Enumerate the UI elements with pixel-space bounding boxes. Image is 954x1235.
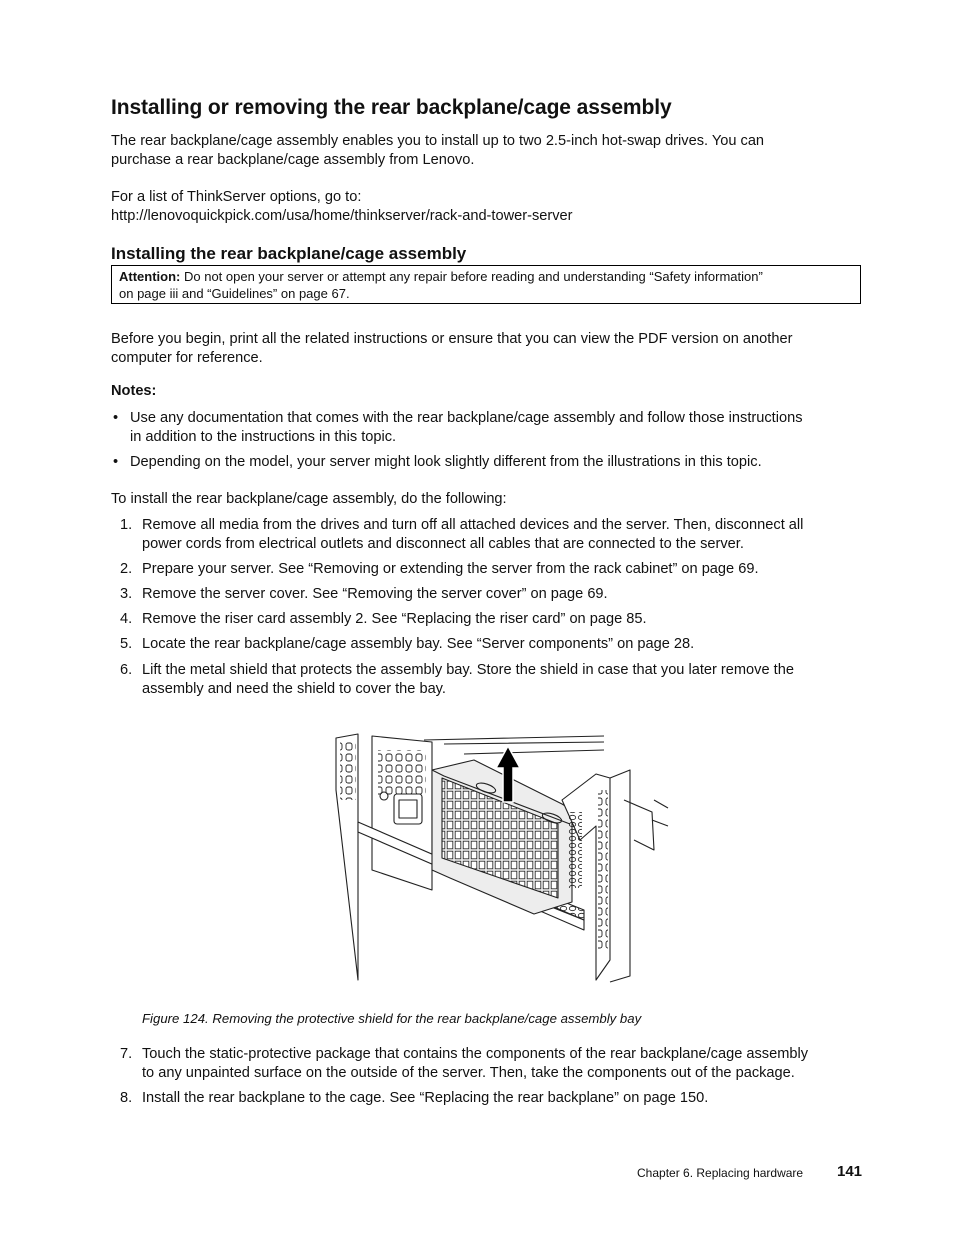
before-line-2: computer for reference. xyxy=(111,350,263,366)
step-line-1: Locate the rear backplane/cage assembly bay. See “Server components” on page 28. xyxy=(142,636,695,652)
attention-line-1 xyxy=(119,269,854,286)
intro-line-1: The rear backplane/cage assembly enables you to install up to two 2.5-inch hot-swap drives. You can xyxy=(111,133,765,149)
bullet: • xyxy=(113,410,119,426)
note-line-1: Use any documentation that comes with the rear backplane/cage assembly and follow those instructions xyxy=(130,410,803,426)
note-line-1: Depending on the model, your server might look slightly different from the illustrations in this topic. xyxy=(130,454,762,470)
step-line-1: Install the rear backplane to the cage. See “Replacing the rear backplane” on page 150. xyxy=(142,1090,709,1106)
before-line-1: Before you begin, print all the related instructions or ensure that you can view the PDF version on another xyxy=(111,331,793,347)
step-number: 5. xyxy=(120,636,133,652)
attention-box xyxy=(111,265,861,304)
step-line-1: Prepare your server. See “Removing or extending the server from the rack cabinet” on page 69. xyxy=(142,561,759,577)
step-number: 8. xyxy=(120,1090,133,1106)
intro-paragraph xyxy=(111,132,871,170)
step-line-1: Remove the riser card assembly 2. See “Replacing the riser card” on page 85. xyxy=(142,611,647,627)
step-item xyxy=(111,1089,866,1108)
step-line-2: assembly and need the shield to cover the bay. xyxy=(142,681,446,697)
note-item xyxy=(111,409,861,447)
step-number: 2. xyxy=(120,561,133,577)
step-item xyxy=(111,560,866,579)
options-paragraph xyxy=(111,188,871,226)
step-item xyxy=(111,610,866,629)
step-number: 4. xyxy=(120,611,133,627)
step-line-1: Lift the metal shield that protects the assembly bay. Store the shield in case that you later remove the xyxy=(142,662,794,678)
section-title: Installing the rear backplane/cage assembly xyxy=(111,244,467,263)
note-line-2: in addition to the instructions in this topic. xyxy=(130,429,397,445)
attention-label: Attention: xyxy=(119,269,181,284)
options-line: For a list of ThinkServer options, go to: xyxy=(111,189,362,205)
page-number: 141 xyxy=(837,1163,863,1180)
attention-text: Do not open your server or attempt any repair before reading and understanding “Safety information” xyxy=(180,269,763,284)
step-item xyxy=(111,585,866,604)
step-number: 3. xyxy=(120,586,133,602)
note-item xyxy=(111,453,861,472)
figure-caption: Figure 124. Removing the protective shield for the rear backplane/cage assembly bay xyxy=(142,1011,642,1026)
bullet: • xyxy=(113,454,119,470)
step-number: 1. xyxy=(120,517,133,533)
step-item xyxy=(111,1045,866,1083)
attention-line-2: on page iii and “Guidelines” on page 67. xyxy=(119,285,350,301)
procedure-intro: To install the rear backplane/cage assembly, do the following: xyxy=(111,491,507,507)
step-item xyxy=(111,661,866,699)
options-url-link[interactable]: http://lenovoquickpick.com/usa/home/thinkserver/rack-and-tower-server xyxy=(111,208,573,224)
step-line-1: Remove all media from the drives and turn off all attached devices and the server. Then, disconnect all xyxy=(142,517,804,533)
step-line-2: power cords from electrical outlets and disconnect all cables that are connected to the server. xyxy=(142,536,744,552)
step-line-1: Touch the static-protective package that contains the components of the rear backplane/cage assembly xyxy=(142,1046,809,1062)
step-number: 7. xyxy=(120,1046,133,1062)
page-title: Installing or removing the rear backplane/cage assembly xyxy=(111,96,672,119)
before-paragraph xyxy=(111,330,871,368)
footer-chapter: Chapter 6. Replacing hardware xyxy=(637,1166,804,1180)
shield-removal-illustration xyxy=(334,730,670,986)
step-number: 6. xyxy=(120,662,133,678)
step-item xyxy=(111,635,866,654)
step-line-2: to any unpainted surface on the outside of the server. Then, take the components out of the package. xyxy=(142,1065,795,1081)
step-line-1: Remove the server cover. See “Removing the server cover” on page 69. xyxy=(142,586,608,602)
step-item xyxy=(111,516,866,554)
notes-label: Notes: xyxy=(111,383,157,399)
intro-line-2: purchase a rear backplane/cage assembly from Lenovo. xyxy=(111,152,475,168)
